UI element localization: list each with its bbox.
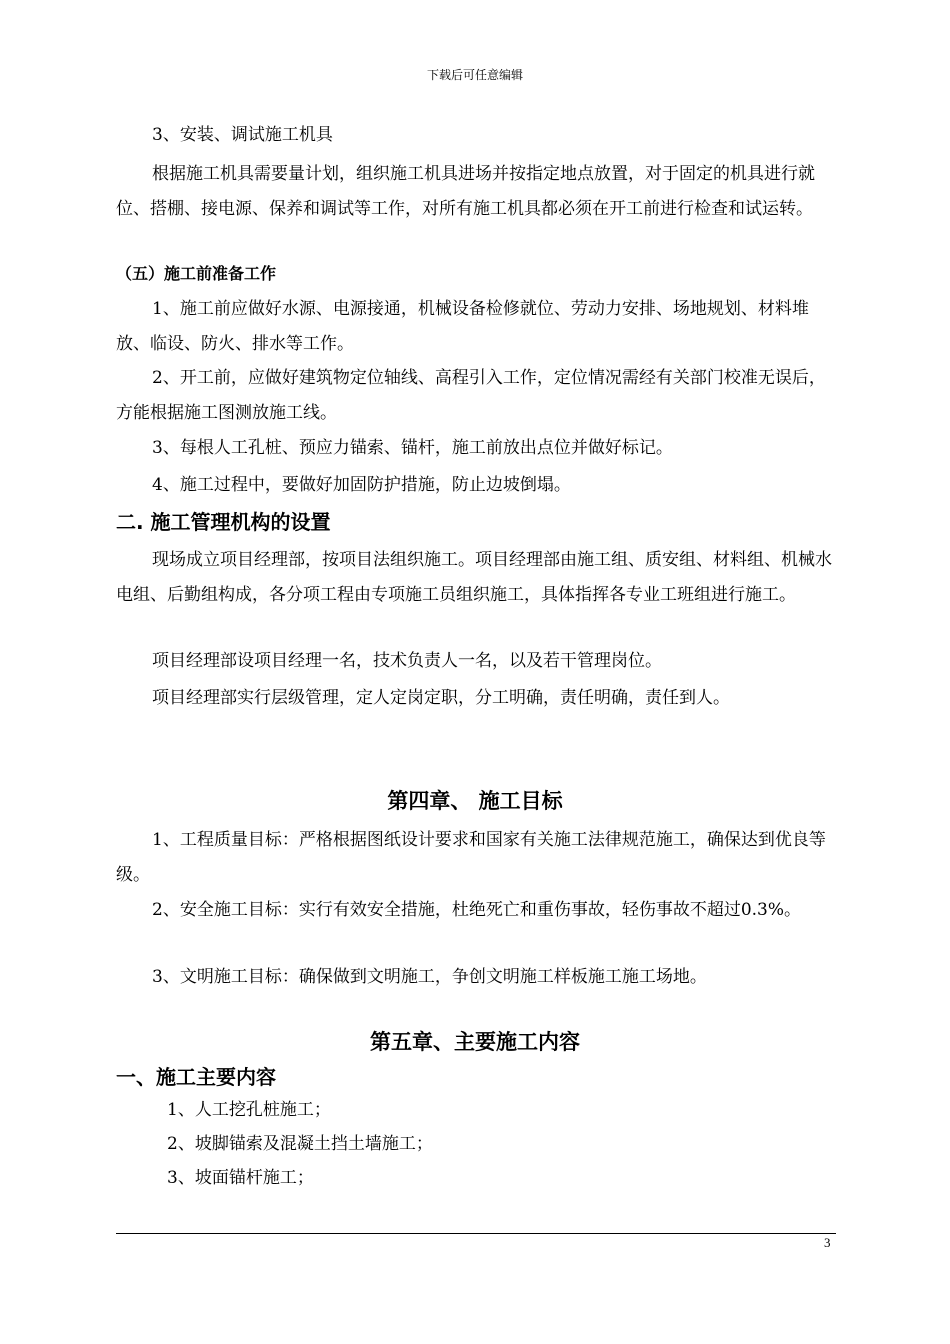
paragraph: 3、安装、调试施工机具	[152, 125, 333, 145]
paragraph: 1、施工前应做好水源、电源接通，机械设备检修就位、劳动力安排、场地规划、材料堆放、临设、防火、排水等工作。	[116, 299, 809, 354]
paragraph: 3、文明施工目标：确保做到文明施工，争创文明施工样板施工施工场地。	[152, 967, 707, 987]
subsection-heading: （五）施工前准备工作	[116, 264, 277, 283]
paragraph: 根据施工机具需要量计划，组织施工机具进场并按指定地点放置，对于固定的机具进行就位、搭棚、接电源、保养和调试等工作，对所有施工机具都必须在开工前进行检查和试运转。	[116, 164, 815, 219]
chapter-title: 第五章、主要施工内容	[370, 1030, 580, 1054]
paragraph: 现场成立项目经理部，按项目法组织施工。项目经理部由施工组、质安组、材料组、机械水电组、后勤组构成，各分项工程由专项施工员组织施工，具体指挥各专业工班组进行施工。	[116, 550, 832, 605]
paragraph: 2、安全施工目标：实行有效安全措施，杜绝死亡和重伤事故，轻伤事故不超过0.3%。	[152, 900, 802, 920]
paragraph: 3、每根人工孔桩、预应力锚索、锚杆，施工前放出点位并做好标记。	[152, 438, 673, 458]
paragraph: 2、开工前，应做好建筑物定位轴线、高程引入工作，定位情况需经有关部门校准无误后，方能根据施工图测放施工线。	[116, 368, 826, 423]
section-heading: 二. 施工管理机构的设置	[116, 510, 331, 534]
paragraph: 项目经理部设项目经理一名，技术负责人一名，以及若干管理岗位。	[152, 651, 662, 671]
page-header: 下载后可任意编辑	[426, 68, 523, 82]
paragraph: 4、施工过程中，要做好加固防护措施，防止边坡倒塌。	[152, 475, 571, 495]
paragraph: 1、工程质量目标：严格根据图纸设计要求和国家有关施工法律规范施工，确保达到优良等级。	[116, 830, 826, 885]
footer-rule	[116, 1233, 836, 1234]
chapter-title: 第四章、 施工目标	[387, 789, 563, 813]
page-number: 3	[824, 1235, 831, 1250]
list-item: 1、人工挖孔桩施工；	[167, 1100, 331, 1120]
list-item: 2、坡脚锚索及混凝土挡土墙施工；	[167, 1134, 433, 1154]
list-item: 3、坡面锚杆施工；	[167, 1168, 314, 1188]
section-heading: 一、施工主要内容	[116, 1065, 276, 1089]
paragraph: 项目经理部实行层级管理，定人定岗定职，分工明确，责任明确，责任到人。	[152, 688, 730, 708]
